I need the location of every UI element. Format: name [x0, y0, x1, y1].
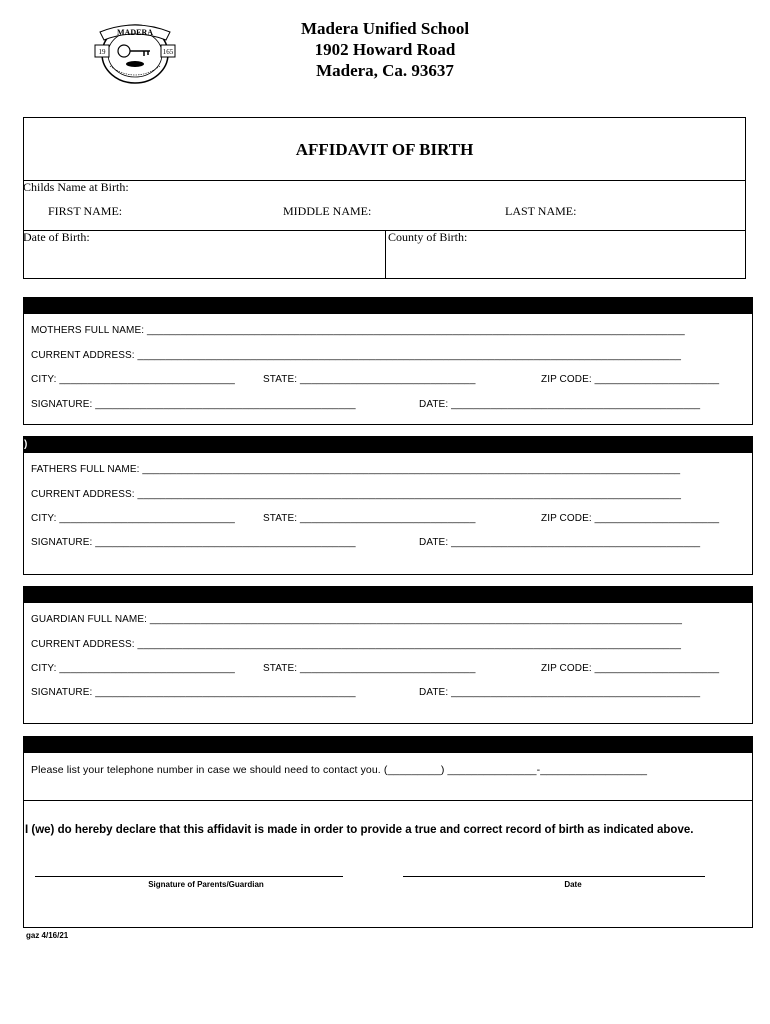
guardian-city-field[interactable]: CITY: _______________________________ [31, 663, 235, 674]
mother-signature-field[interactable]: SIGNATURE: ______________________________________________ [31, 399, 356, 410]
father-zip-field[interactable]: ZIP CODE: ______________________ [541, 513, 720, 524]
school-seal-logo [94, 18, 176, 86]
child-name-label: Childs Name at Birth: [23, 180, 129, 194]
school-name: Madera Unified School [300, 19, 470, 38]
form-title: AFFIDAVIT OF BIRTH [295, 140, 474, 159]
father-date-field[interactable]: DATE: ____________________________________________ [419, 537, 701, 548]
middle-name-field[interactable]: MIDDLE NAME: [283, 204, 372, 218]
svg-text:165: 165 [162, 48, 174, 56]
father-city-field[interactable]: CITY: _______________________________ [31, 513, 235, 524]
father-state-field[interactable]: STATE: _______________________________ [263, 513, 476, 524]
county-of-birth-field[interactable]: County of Birth: [388, 230, 468, 244]
divider [385, 230, 386, 279]
signature-date-label: Date [564, 880, 582, 889]
guardian-section [23, 586, 753, 724]
mother-zip-field[interactable]: ZIP CODE: ______________________ [541, 374, 720, 385]
form-revision-code: gaz 4/16/21 [26, 931, 69, 940]
guardian-signature-field[interactable]: SIGNATURE: ______________________________________________ [31, 687, 356, 698]
guardian-state-field[interactable]: STATE: _______________________________ [263, 663, 476, 674]
divider [23, 180, 746, 181]
divider [23, 800, 753, 801]
date-of-birth-field[interactable]: Date of Birth: [23, 230, 90, 244]
mother-address-field[interactable]: CURRENT ADDRESS: ________________________________________________________________________________________________ [31, 350, 682, 361]
school-street: 1902 Howard Road [314, 40, 456, 59]
parent-signature-label: Signature of Parents/Guardian [148, 880, 264, 889]
school-city: Madera, Ca. 93637 [316, 61, 454, 80]
svg-text:MADERA: MADERA [117, 28, 153, 37]
svg-text:19: 19 [98, 48, 106, 56]
mother-city-field[interactable]: CITY: _______________________________ [31, 374, 235, 385]
guardian-date-field[interactable]: DATE: ____________________________________________ [419, 687, 701, 698]
mother-state-field[interactable]: STATE: _______________________________ [263, 374, 476, 385]
parent-signature-line[interactable] [35, 876, 343, 877]
mother-date-field[interactable]: DATE: ____________________________________________ [419, 399, 701, 410]
signature-date-line[interactable] [403, 876, 705, 877]
father-bar-mark: ) [24, 439, 28, 450]
father-section [23, 436, 753, 575]
guardian-address-field[interactable]: CURRENT ADDRESS: ________________________________________________________________________________________________ [31, 639, 682, 650]
last-name-field[interactable]: LAST NAME: [505, 204, 577, 218]
father-address-field[interactable]: CURRENT ADDRESS: ________________________________________________________________________________________________ [31, 489, 682, 500]
telephone-field[interactable]: Please list your telephone number in case we should need to contact you. (_________) _______________-__________________ [31, 764, 648, 776]
father-signature-field[interactable]: SIGNATURE: ______________________________________________ [31, 537, 356, 548]
guardian-name-field[interactable]: GUARDIAN FULL NAME: ______________________________________________________________________________________________ [31, 614, 683, 625]
father-name-field[interactable]: FATHERS FULL NAME: _______________________________________________________________________________________________ [31, 464, 681, 475]
mother-name-field[interactable]: MOTHERS FULL NAME: _______________________________________________________________________________________________ [31, 325, 685, 336]
guardian-zip-field[interactable]: ZIP CODE: ______________________ [541, 663, 720, 674]
declaration-text: I (we) do hereby declare that this affidavit is made in order to provide a true and correct record of birth as indicated above. [25, 824, 694, 836]
first-name-field[interactable]: FIRST NAME: [48, 204, 123, 218]
